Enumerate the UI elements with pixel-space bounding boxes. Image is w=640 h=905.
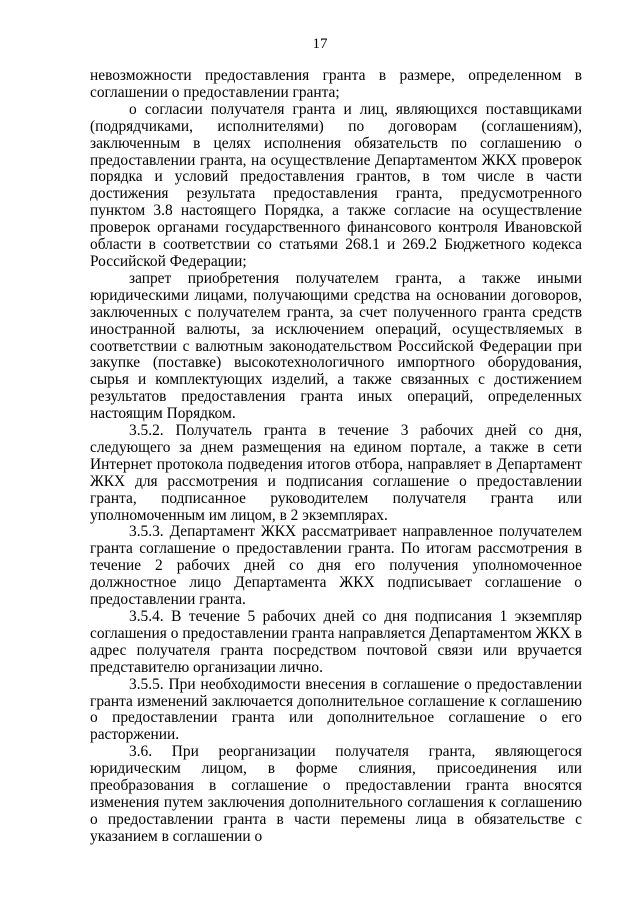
page-number: 17 — [312, 36, 328, 52]
body-text — [90, 68, 582, 846]
paragraph-3-5-3: 3.5.3. Департамент ЖКХ рассматривает направленное получателем гранта соглашение о предоставлении гранта. По итогам рассмотрения в течение 2 рабочих дней со дня его получения уполномоченное должностное лицо Департамента ЖКХ подписывает соглашение о предоставлении гранта. — [90, 523, 582, 609]
paragraph-continuation: невозможности предоставления гранта в размере, определенном в соглашении о предоставлении гранта; — [90, 67, 582, 101]
paragraph-3-5-4: 3.5.4. В течение 5 рабочих дней со дня подписания 1 экземпляр соглашения о предоставлении гранта направляется Департаментом ЖКХ в адрес получателя гранта посредством почтовой связи или вручается представителю организации лично. — [90, 608, 582, 676]
paragraph-3-5-2: 3.5.2. Получатель гранта в течение 3 рабочих дней со дня, следующего за днем размещения на едином портале, а также в сети Интернет протокола подведения итогов отбора, направляет в Департамент ЖКХ для рассмотрения и подписания соглашение о предоставлении гранта, подписанное руководителем получателя гранта или уполномоченным им лицом, в 2 экземплярах. — [90, 422, 582, 524]
paragraph-consent-to-inspections: о согласии получателя гранта и лиц, являющихся поставщиками (подрядчиками, исполнителями) по договорам (соглашениям), заключенным в целях исполнения обязательств по соглашению о предоставлении гранта, на осуществление Департаментом ЖКХ проверок порядка и условий предоставления грантов, в том числе в части достижения результата предоставления гранта, предусмотренного пунктом 3.8 настоящего Порядка, а также согласие на осуществление проверок органами государственного финансового контроля Ивановской области в соответствии со статьями 268.1 и 269.2 Бюджетного кодекса Российской Федерации; — [90, 100, 582, 270]
paragraph-3-6: 3.6. При реорганизации получателя гранта, являющегося юридическим лицом, в форме слияния, присоединения или преобразования в соглашение о предоставлении гранта вносятся изменения путем заключения дополнительного соглашения к соглашению о предоставлении гранта в части перемены лица в обязательстве с указанием в соглашении о — [90, 743, 582, 845]
paragraph-3-5-5: 3.5.5. При необходимости внесения в соглашение о предоставлении гранта изменений заключается дополнительное соглашение к соглашению о предоставлении гранта или дополнительное соглашение о его расторжении. — [90, 675, 582, 744]
paragraph-foreign-currency-ban: запрет приобретения получателем гранта, а также иными юридическими лицами, получающими средства на основании договоров, заключенных с получателем гранта, за счет полученного гранта средств иностранной валюты, за исключением операций, осуществляемых в соответствии с валютным законодательством Российской Федерации при закупке (поставке) высокотехнологичного импортного оборудования, сырья и комплектующих изделий, а также связанных с достижением результатов предоставления гранта иных операций, определенных настоящим Порядком. — [90, 269, 582, 423]
